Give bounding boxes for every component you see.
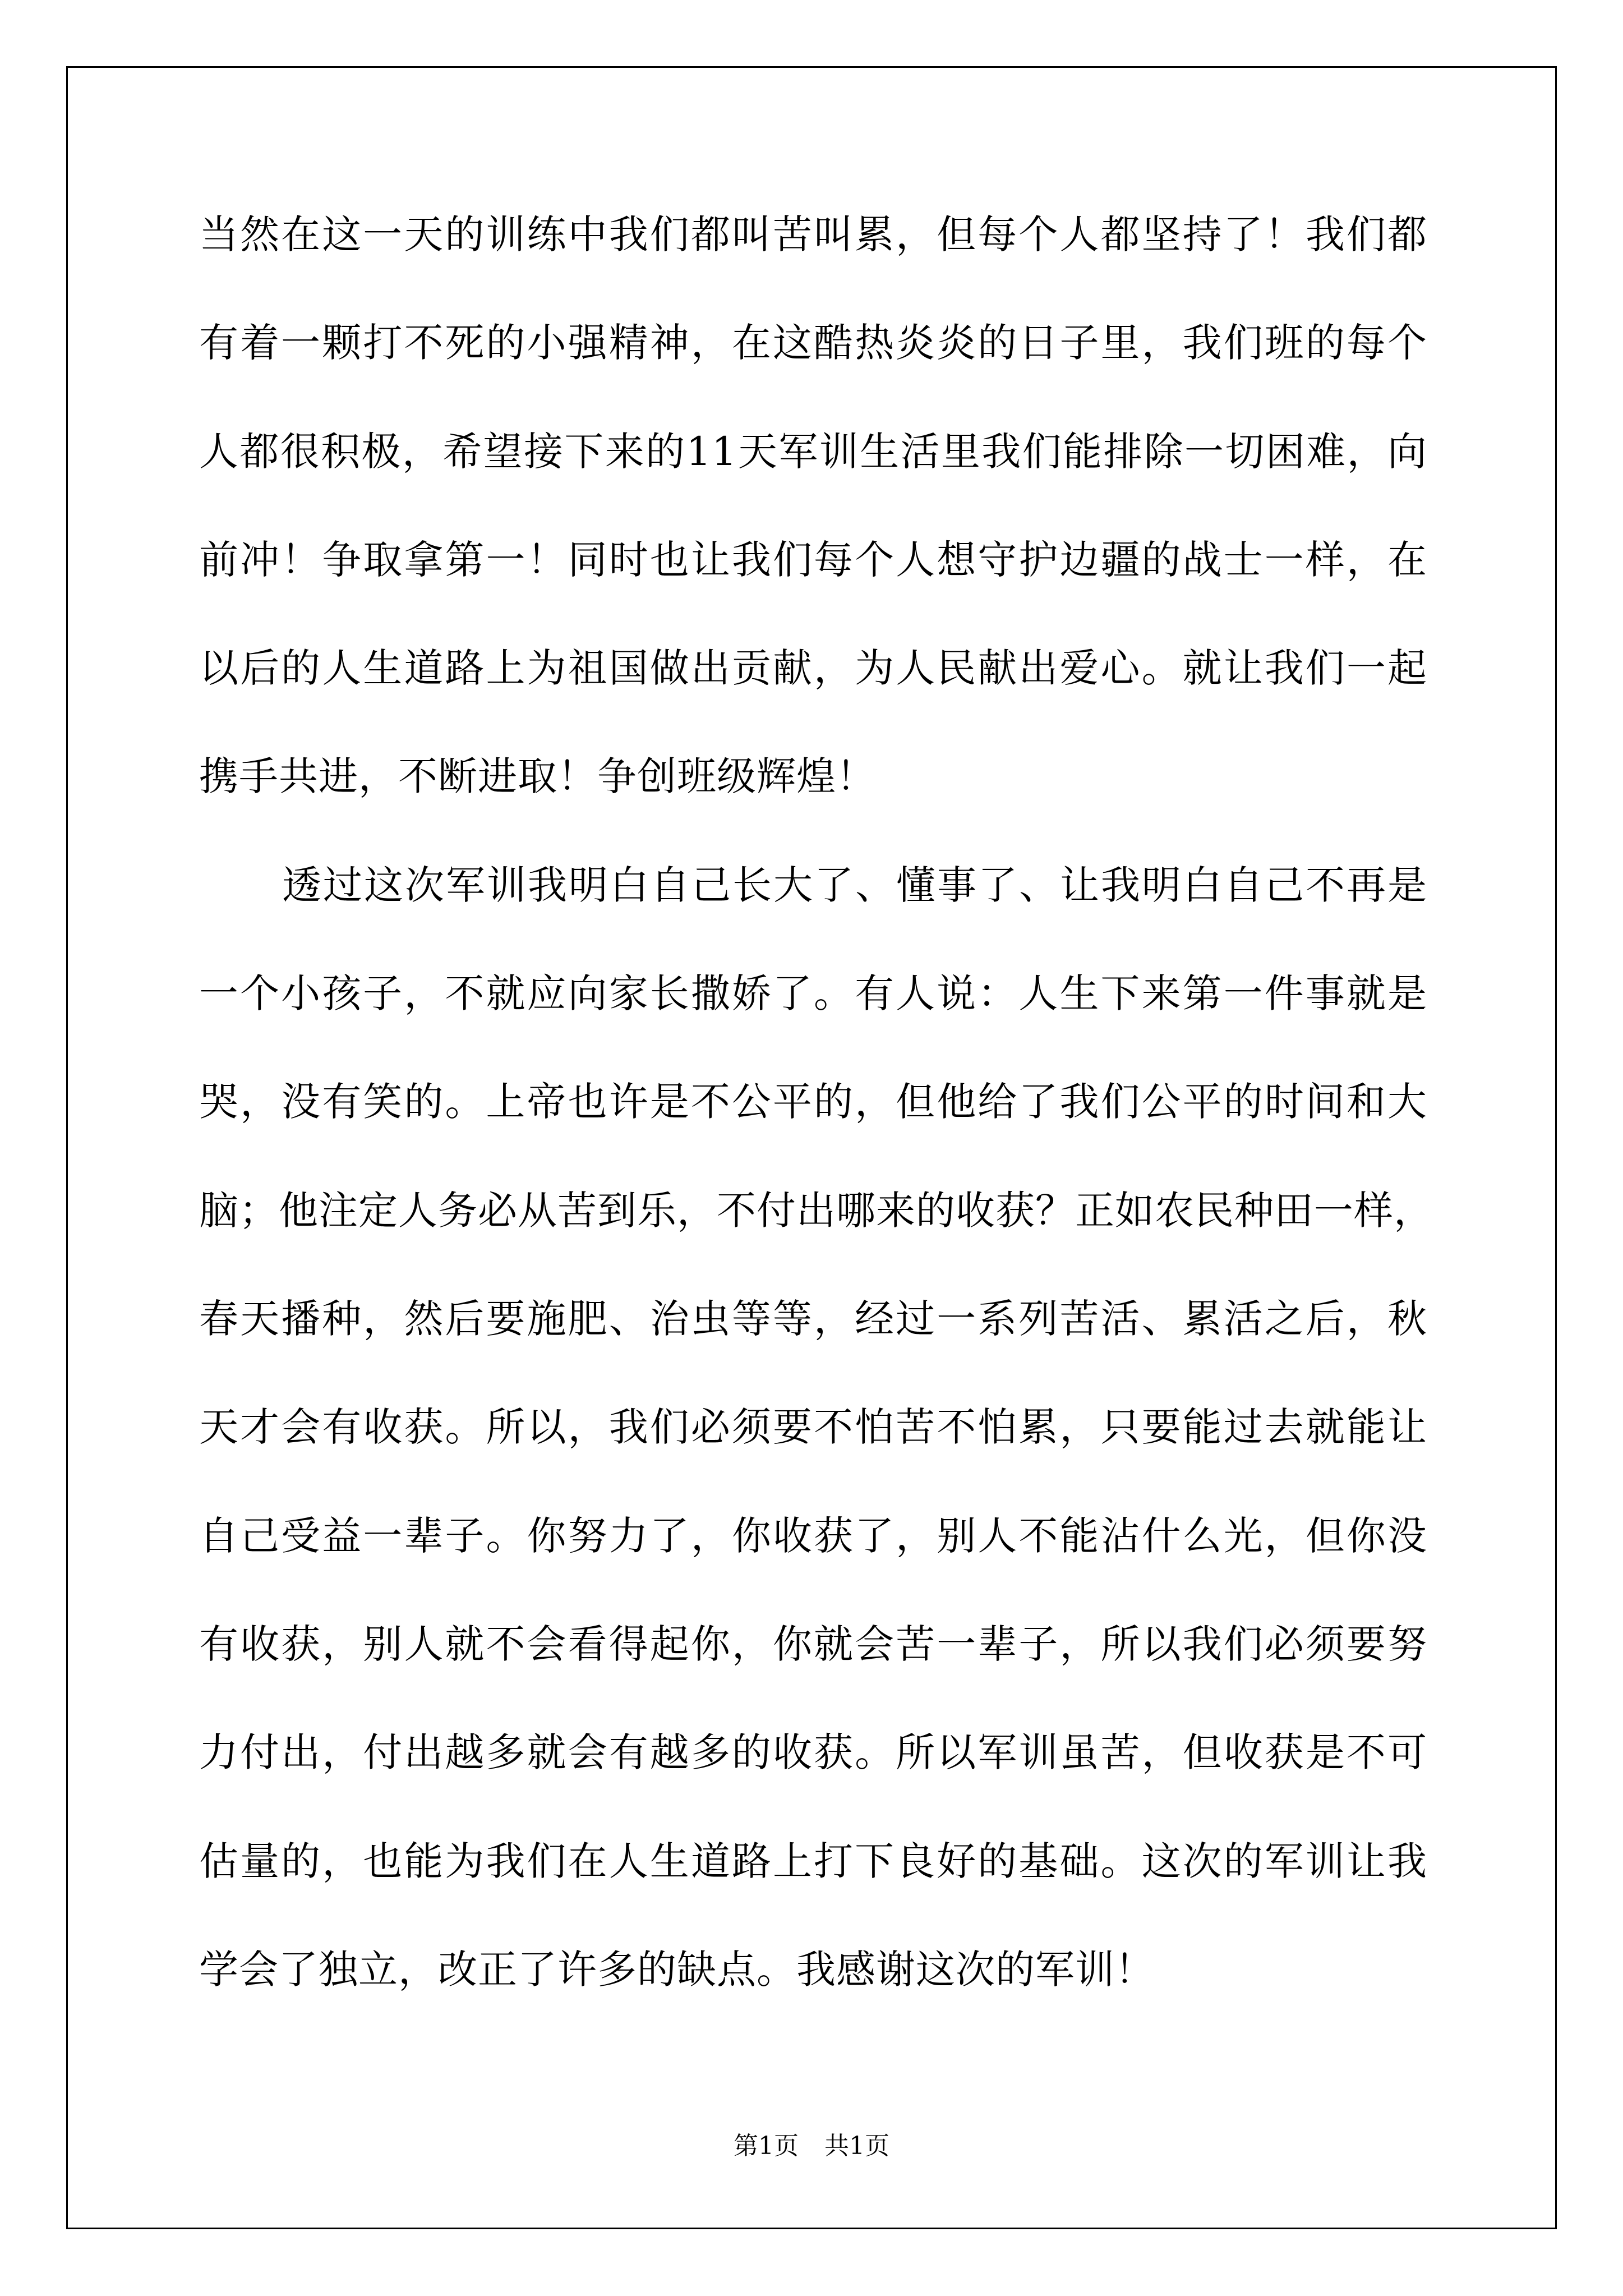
paragraph-2-line-3: 哭，没有笑的。上帝也许是不公平的，但他给了我们公平的时间和大 [199, 1079, 1427, 1125]
paragraph-2-line-11: 学会了独立，改正了许多的缺点。我感谢这次的军训！ [199, 1947, 1155, 1993]
paragraph-1-line-4: 前冲！争取拿第一！同时也让我们每个人想守护边疆的战士一样，在 [199, 537, 1427, 583]
paragraph-2-line-2: 一个小孩子，不就应向家长撒娇了。有人说：人生下来第一件事就是 [199, 970, 1427, 1016]
paragraph-1-line-3: 人都很积极，希望接下来的11天军训生活里我们能排除一切困难，向 [199, 429, 1427, 475]
paragraph-1-line-6: 携手共进，不断进取！争创班级辉煌！ [199, 753, 876, 799]
page-border [66, 66, 1557, 2229]
paragraph-1-line-1: 当然在这一天的训练中我们都叫苦叫累，但每个人都坚持了！我们都 [199, 211, 1427, 257]
page-number: 第1页 [734, 2132, 799, 2160]
page-footer [0, 2129, 1623, 2163]
paragraph-2-line-5: 春天播种，然后要施肥、治虫等等，经过一系列苦活、累活之后，秋 [199, 1296, 1427, 1342]
paragraph-2-line-1: 透过这次军训我明白自己长大了、懂事了、让我明白自己不再是 [282, 862, 1427, 908]
paragraph-2-line-10: 估量的，也能为我们在人生道路上打下良好的基础。这次的军训让我 [199, 1838, 1427, 1884]
paragraph-1-line-2: 有着一颗打不死的小强精神，在这酷热炎炎的日子里，我们班的每个 [199, 320, 1427, 366]
paragraph-2-line-9: 力付出，付出越多就会有越多的收获。所以军训虽苦，但收获是不可 [199, 1729, 1427, 1775]
paragraph-1-line-5: 以后的人生道路上为祖国做出贡献，为人民献出爱心。就让我们一起 [199, 645, 1427, 691]
paragraph-2-line-4: 脑；他注定人务必从苦到乐，不付出哪来的收获？正如农民种田一样， [199, 1188, 1433, 1234]
paragraph-2-line-6: 天才会有收获。所以，我们必须要不怕苦不怕累，只要能过去就能让 [199, 1404, 1427, 1450]
paragraph-2-line-7: 自己受益一辈子。你努力了，你收获了，别人不能沾什么光，但你没 [199, 1513, 1427, 1559]
page-total: 共1页 [824, 2132, 889, 2160]
paragraph-2-line-8: 有收获，别人就不会看得起你，你就会苦一辈子，所以我们必须要努 [199, 1621, 1427, 1667]
